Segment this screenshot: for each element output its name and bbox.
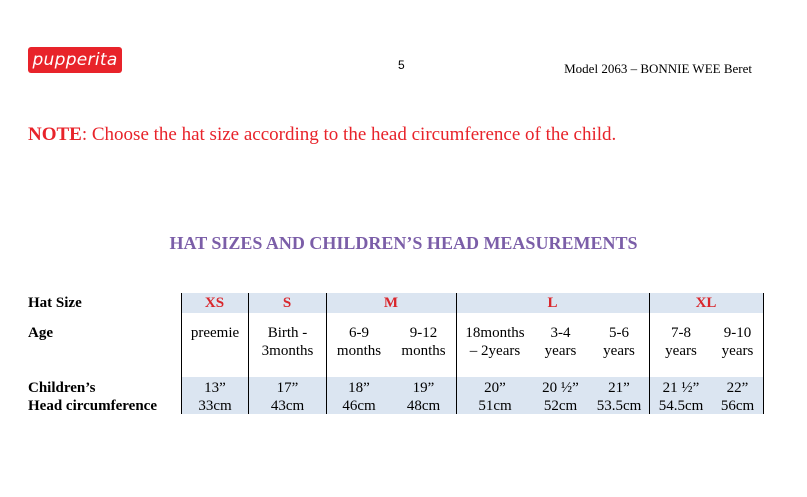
row-label-age: Age [28,325,53,341]
size-xs: XS [204,295,225,311]
size-m: M [383,295,399,311]
cm-cell: 56cm [720,398,755,414]
age-cell: 18months [465,325,525,341]
row-label-head-1: Children’s [28,380,96,396]
cm-cell: 33cm [198,398,232,414]
inch-cell: 20” [484,380,506,396]
note-text: : Choose the hat size according to the head circumference of the child. [81,124,617,145]
brand-logo: pupperita [28,47,122,73]
model-title: Model 2063 – BONNIE WEE Beret [564,61,752,76]
inch-cell: 22” [726,380,749,396]
cm-cell: 48cm [406,398,441,414]
cm-cell: 51cm [478,398,512,414]
inch-cell: 20 ½” [542,380,579,396]
row-label-head-2: Head circumference [28,398,157,414]
age-cell-2: months [401,343,446,359]
age-cell-2: years [721,343,754,359]
size-l: L [547,295,558,311]
age-cell: Birth - [267,325,308,341]
section-title: HAT SIZES AND CHILDREN’S HEAD MEASUREMENTS [169,233,638,253]
age-cell-2: years [603,343,635,359]
age-cell: 6-9 [349,325,369,341]
size-s: S [282,295,292,311]
cm-cell: 52cm [543,398,578,414]
cm-cell: 46cm [342,398,376,414]
inch-cell: 18” [348,380,370,396]
row-label-hat-size: Hat Size [28,295,82,311]
age-cell: 9-10 [723,325,752,341]
age-cell-2: 3months [261,343,314,359]
size-xl: XL [695,295,717,311]
inch-cell: 21 ½” [662,380,700,396]
age-cell-2: years [665,343,697,359]
age-cell: 3-4 [550,325,571,341]
inch-cell: 19” [412,380,435,396]
age-cell: 5-6 [609,325,629,341]
age-cell: preemie [190,325,240,341]
age-cell-2: – 2years [469,343,521,359]
age-cell: 7-8 [671,325,691,341]
table-border-right [763,293,764,414]
note-label: NOTE [28,124,82,145]
inch-cell: 17” [276,380,299,396]
cm-cell: 54.5cm [658,398,704,414]
inch-cell: 21” [608,380,630,396]
page-number: 5 [398,58,405,72]
age-cell-2: years [544,343,577,359]
age-cell-2: months [336,343,382,359]
cm-cell: 43cm [270,398,305,414]
size-note [28,124,616,146]
inch-cell: 13” [204,380,226,396]
age-cell: 9-12 [409,325,438,341]
cm-cell: 53.5cm [596,398,642,414]
